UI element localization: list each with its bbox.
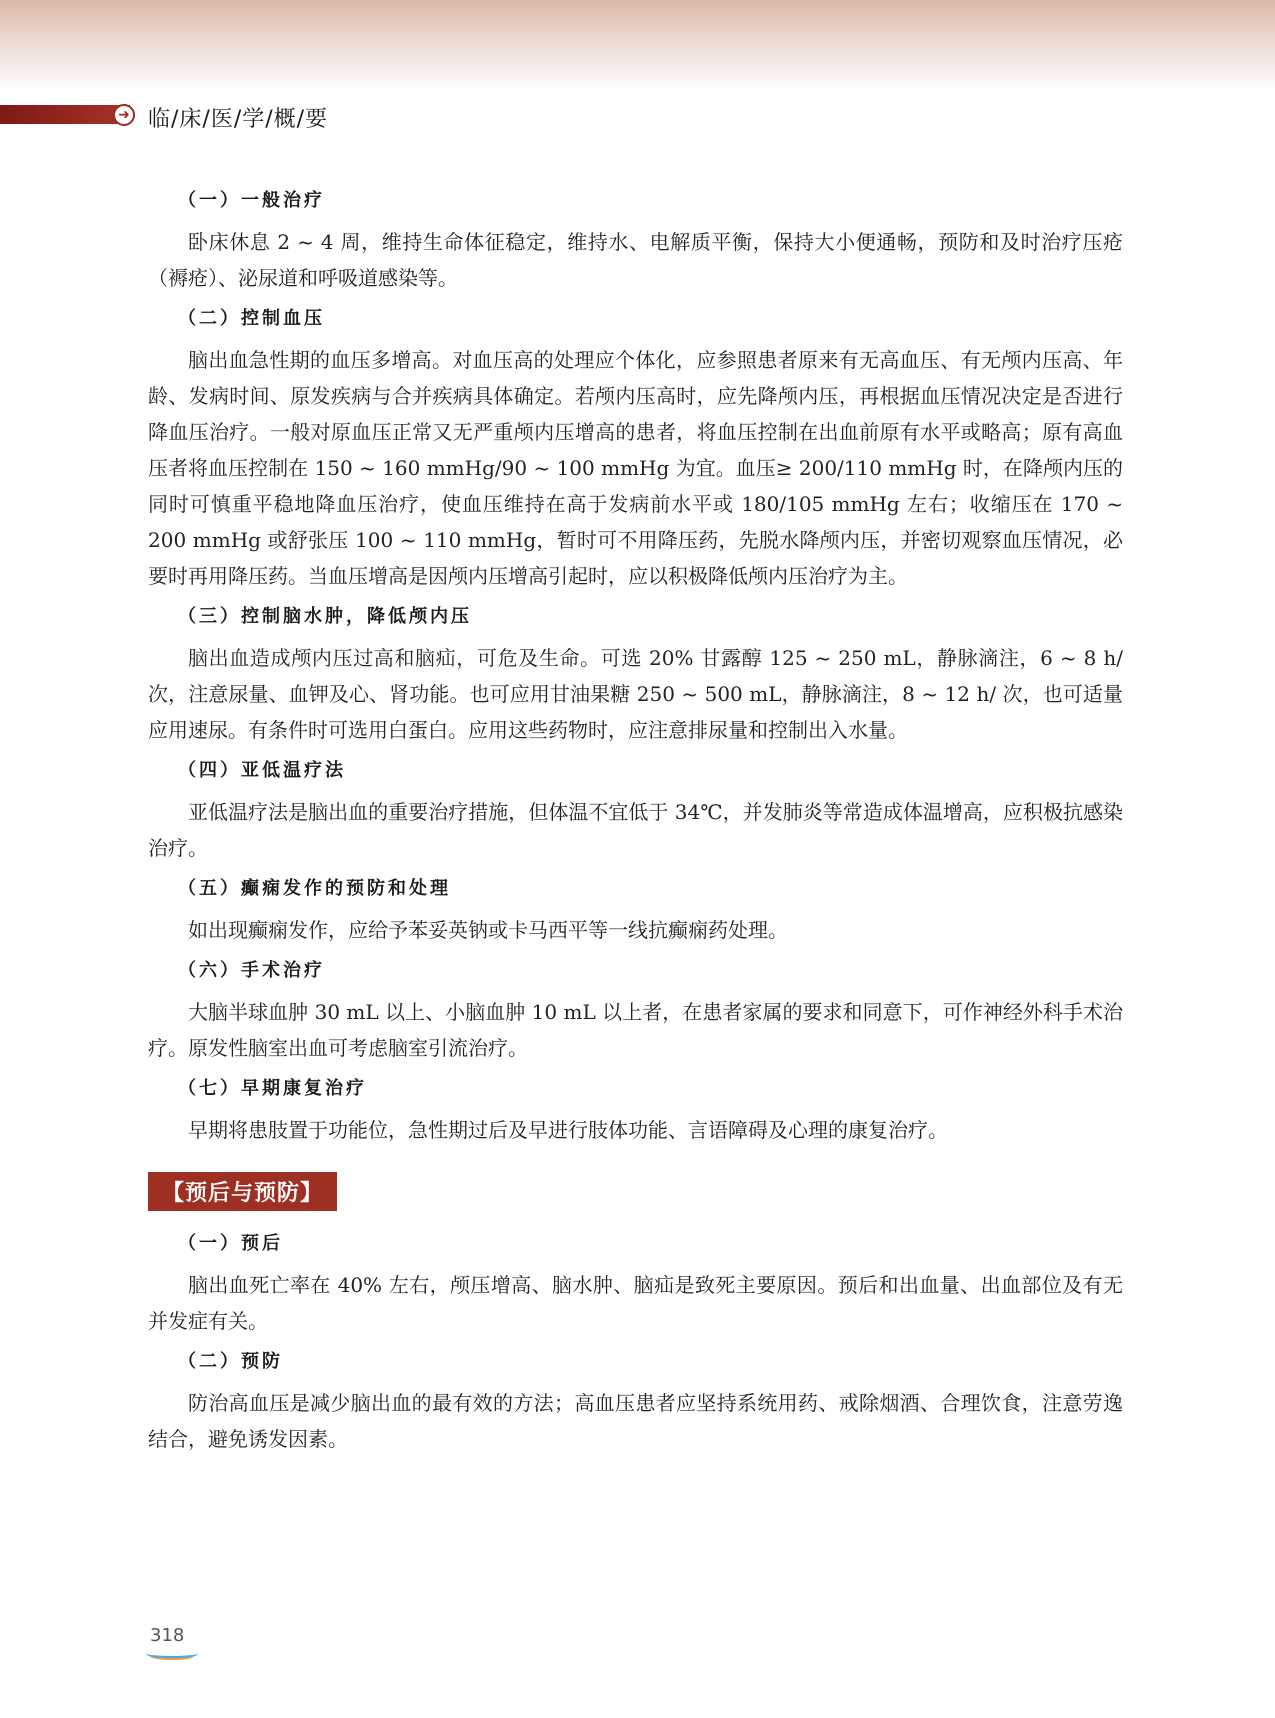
paragraph: 脑出血造成颅内压过高和脑疝，可危及生命。可选 20% 甘露醇 125 ~ 250 mL，静脉滴注，6 ~ 8 h/ 次，注意尿量、血钾及心、肾功能。也可应用甘油果糖 250 ~ 500 mL，静脉滴注，8 ~ 12 h/ 次，也可适量应用速尿。有条件时可选用白蛋白。应用这些药物时，应注意排尿量和控制出入水量。: [148, 646, 1123, 742]
subheading-epilepsy: （五）癫痫发作的预防和处理: [178, 878, 451, 899]
top-gradient-band: [0, 0, 1275, 92]
header-accent-bar: [0, 105, 130, 124]
subheading-cerebral-edema: （三）控制脑水肿，降低颅内压: [178, 606, 472, 627]
paragraph: 防治高血压是减少脑出血的最有效的方法；高血压患者应坚持系统用药、戒除烟酒、合理饮食，注意劳逸结合，避免诱发因素。: [148, 1391, 1123, 1451]
paragraph: 卧床休息 2 ~ 4 周，维持生命体征稳定，维持水、电解质平衡，保持大小便通畅，预防和及时治疗压疮（褥疮）、泌尿道和呼吸道感染等。: [148, 230, 1123, 290]
paragraph: 大脑半球血肿 30 mL 以上、小脑血肿 10 mL 以上者，在患者家属的要求和同意下，可作神经外科手术治疗。原发性脑室出血可考虑脑室引流治疗。: [148, 1000, 1123, 1060]
book-title: 临/床/医/学/概/要: [148, 107, 329, 132]
subheading-prognosis: （一）预后: [178, 1233, 283, 1254]
paragraph: 早期将患肢置于功能位，急性期过后及早进行肢体功能、言语障碍及心理的康复治疗。: [188, 1118, 948, 1142]
subheading-blood-pressure: （二）控制血压: [178, 308, 325, 329]
subheading-surgery: （六）手术治疗: [178, 960, 325, 981]
subheading-rehabilitation: （七）早期康复治疗: [178, 1078, 367, 1099]
subheading-general-treatment: （一）一般治疗: [178, 190, 325, 211]
paragraph: 脑出血死亡率在 40% 左右，颅压增高、脑水肿、脑疝是致死主要原因。预后和出血量、出血部位及有无并发症有关。: [148, 1273, 1123, 1333]
paragraph: 亚低温疗法是脑出血的重要治疗措施，但体温不宜低于 34℃，并发肺炎等常造成体温增高，应积极抗感染治疗。: [148, 800, 1123, 860]
page-content: [148, 188, 1123, 1467]
arrow-right-circle-icon: ➜: [113, 104, 135, 126]
paragraph: 脑出血急性期的血压多增高。对血压高的处理应个体化，应参照患者原来有无高血压、有无颅内压高、年龄、发病时间、原发疾病与合并疾病具体确定。若颅内压高时，应先降颅内压，再根据血压情况决定是否进行降血压治疗。一般对原血压正常又无严重颅内压增高的患者，将血压控制在出血前原有水平或略高；原有高血压者将血压控制在 150 ~ 160 mmHg/90 ~ 100 mmHg 为宜。血压≥ 200/110 mmHg 时，在降颅内压的同时可慎重平稳地降血压治疗，使血压维持在高于发病前水平或 180/105 mmHg 左右；收缩压在 170 ~ 200 mmHg 或舒张压 100 ~ 110 mmHg，暂时可不用降压药，先脱水降颅内压，并密切观察血压情况，必要时再用降压药。当血压增高是因颅内压增高引起时，应以积极降低颅内压治疗为主。: [148, 348, 1123, 588]
subheading-hypothermia: （四）亚低温疗法: [178, 760, 346, 781]
subheading-prevention: （二）预防: [178, 1351, 283, 1372]
page-number: 318: [150, 1625, 185, 1646]
paragraph: 如出现癫痫发作，应给予苯妥英钠或卡马西平等一线抗癫痫药处理。: [188, 918, 788, 942]
section-title-prognosis-prevention: 【预后与预防】: [148, 1172, 337, 1211]
page-number-swoosh-icon: [150, 1652, 194, 1660]
